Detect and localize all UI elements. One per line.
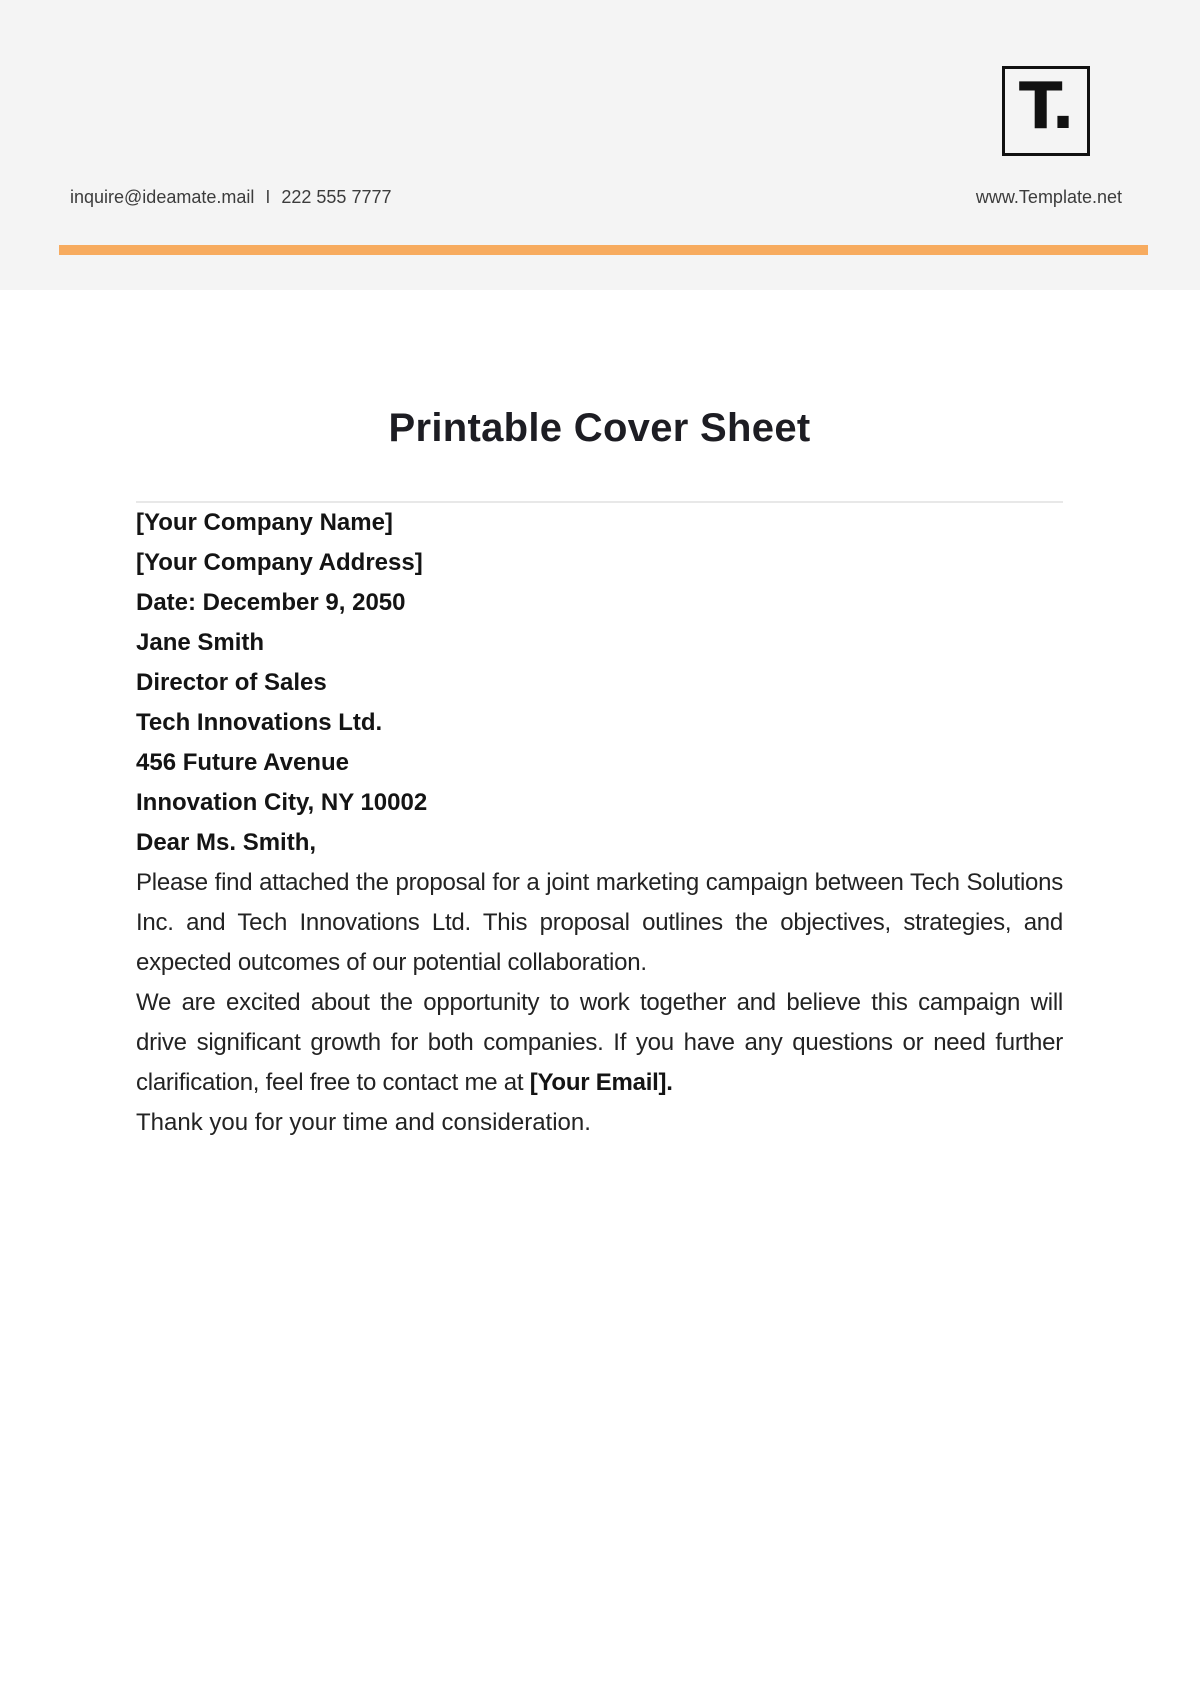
recipient-block (136, 623, 1063, 823)
recipient-street: 456 Future Avenue (136, 749, 349, 776)
letterhead (0, 0, 1200, 290)
contact-separator: I (265, 187, 271, 207)
logo-t-icon: T. (1018, 70, 1074, 144)
salutation: Dear Ms. Smith, (136, 829, 317, 856)
closing-line: Thank you for your time and consideration. (136, 1109, 591, 1136)
paragraph-2-text: We are excited about the opportunity to work together and believe this campaign will drive significant growth for both companies. If you have any questions or need further clarification, feel free to contact me at (136, 989, 1063, 1096)
page-title: Printable Cover Sheet (388, 406, 811, 450)
letter-body (0, 406, 1200, 1143)
recipient-company: Tech Innovations Ltd. (136, 709, 383, 736)
accent-bar (59, 245, 1148, 255)
paragraph-1: Please find attached the proposal for a joint marketing campaign between Tech Solutions Inc. and Tech Innovations Ltd. This proposal outlines the objectives, strategies, and expected outcomes of our potential collaboration. (136, 869, 1063, 976)
template-logo (1002, 66, 1090, 156)
company-name-placeholder: [Your Company Name] (136, 509, 393, 536)
your-email-placeholder: [Your Email]. (529, 1069, 673, 1096)
website-text: www.Template.net (975, 187, 1122, 207)
paragraph-2 (136, 983, 1063, 1103)
email-text: inquire@ideamate.mail (70, 187, 255, 207)
date-line: Date: December 9, 2050 (136, 589, 406, 616)
company-address-placeholder: [Your Company Address] (136, 549, 423, 576)
contact-info (70, 186, 391, 208)
recipient-city: Innovation City, NY 10002 (136, 789, 428, 816)
recipient-job-title: Director of Sales (136, 669, 327, 696)
phone-text: 222 555 7777 (281, 187, 392, 207)
recipient-name: Jane Smith (136, 629, 265, 656)
